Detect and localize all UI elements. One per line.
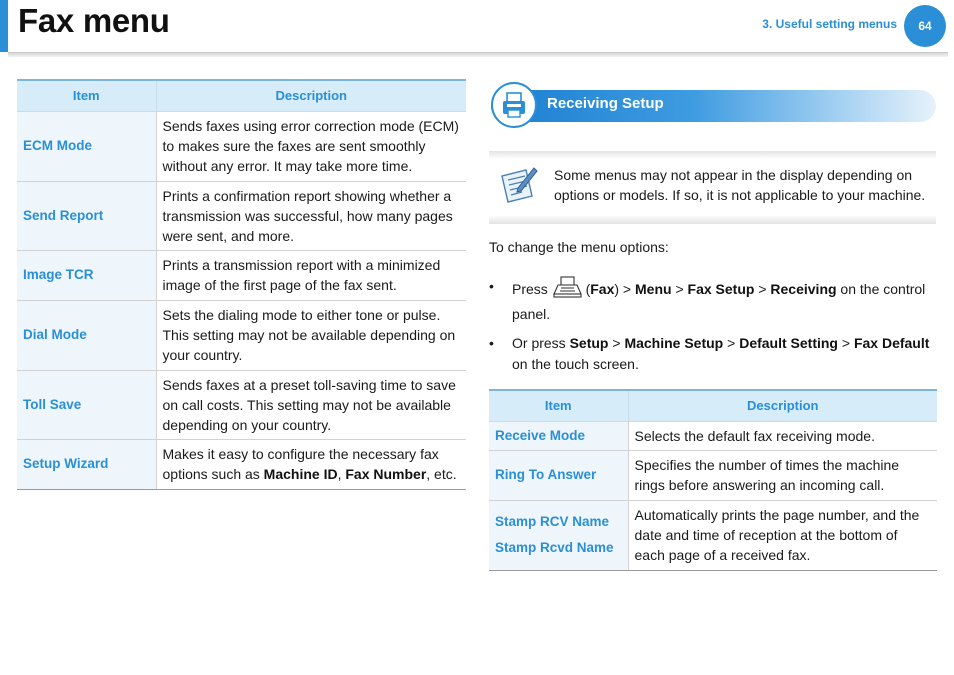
text: on the control panel. [512, 281, 926, 322]
item-description: Sends faxes using error correction mode (ECM) to makes sure the faxes are sent smoothly without any error. It may take more time. [156, 111, 466, 181]
table-row [17, 370, 466, 439]
section-title: Receiving Setup [547, 95, 664, 112]
text: > [671, 281, 688, 297]
desc-bold-fax-number: Fax Number [345, 466, 427, 482]
desc-text: , etc. [426, 466, 457, 482]
header-divider [8, 52, 948, 57]
column-header-description: Description [628, 390, 937, 421]
fax-menu-table [17, 79, 466, 490]
item-name: Image TCR [17, 250, 156, 300]
text: ( [581, 281, 591, 297]
title-accent-bar [0, 0, 8, 52]
menu-path-fax: Fax [590, 281, 615, 297]
table-row [489, 500, 937, 570]
page-number-badge: 64 [904, 5, 946, 47]
note-pencil-icon [498, 164, 538, 209]
table-row [17, 181, 466, 250]
item-name: ECM Mode [17, 111, 156, 181]
item-description: Prints a transmission report with a minimized image of the first page of the fax sent. [156, 250, 466, 300]
bullet-dot: • [489, 278, 494, 294]
page-title: Fax menu [18, 2, 170, 39]
menu-path-menu: Menu [635, 281, 672, 297]
item-name-line: Stamp RCV Name [495, 514, 610, 529]
text: > [723, 335, 740, 351]
menu-path-receiving: Receiving [770, 281, 837, 297]
desc-text: Makes it easy to configure the necessary fax options such as [162, 446, 439, 482]
table-row [489, 450, 937, 500]
menu-path-default-setting: Default Setting [739, 335, 838, 351]
table-row [17, 439, 466, 489]
column-header-description: Description [156, 80, 466, 111]
menu-path-machine-setup: Machine Setup [624, 335, 724, 351]
table-row [17, 111, 466, 181]
text: Or press [512, 335, 570, 351]
desc-text: , [337, 466, 346, 482]
text: > [837, 335, 854, 351]
item-name: Toll Save [17, 370, 156, 439]
item-name: Dial Mode [17, 300, 156, 370]
table-row [489, 421, 937, 450]
text: ) > [614, 281, 635, 297]
menu-path-fax-default: Fax Default [853, 335, 930, 351]
item-description: Specifies the number of times the machine rings before answering an incoming call. [628, 450, 937, 500]
item-name: Setup Wizard [17, 439, 156, 489]
table-row [17, 250, 466, 300]
fax-icon [552, 276, 582, 304]
text: > [754, 281, 771, 297]
list-item [489, 333, 939, 375]
item-description [156, 439, 466, 489]
instruction-list [489, 276, 939, 383]
text: > [608, 335, 625, 351]
desc-bold-machine-id: Machine ID [263, 466, 338, 482]
item-description: Sets the dialing mode to either tone or pulse. This setting may not be available depending on your country. [156, 300, 466, 370]
item-name-line: Stamp Rcvd Name [495, 540, 614, 555]
item-name: Receive Mode [489, 421, 628, 450]
item-description: Prints a confirmation report showing whether a transmission was successful, how many pages were sent, and more. [156, 181, 466, 250]
menu-path-setup: Setup [569, 335, 609, 351]
item-name: Send Report [17, 181, 156, 250]
item-description: Sends faxes at a preset toll-saving time to save on call costs. This setting may not be available depending on your country. [156, 370, 466, 439]
fax-machine-icon [491, 82, 537, 128]
item-description: Selects the default fax receiving mode. [628, 421, 937, 450]
intro-text: To change the menu options: [489, 239, 669, 255]
section-breadcrumb[interactable]: 3. Useful setting menus [762, 17, 897, 31]
note-text: Some menus may not appear in the display depending on options or models. If so, it is not applicable to your machine. [554, 167, 926, 203]
text: Press [512, 281, 552, 297]
column-header-item: Item [17, 80, 156, 111]
receiving-setup-table [489, 389, 937, 571]
item-name [489, 500, 628, 570]
list-item [489, 276, 939, 325]
item-description: Automatically prints the page number, and the date and time of reception at the bottom of each page of a received fax. [628, 500, 937, 570]
bullet-dot: • [489, 335, 494, 351]
item-name: Ring To Answer [489, 450, 628, 500]
text: on the touch screen. [512, 356, 639, 372]
table-row [17, 300, 466, 370]
menu-path-fax-setup: Fax Setup [687, 281, 755, 297]
column-header-item: Item [489, 390, 628, 421]
